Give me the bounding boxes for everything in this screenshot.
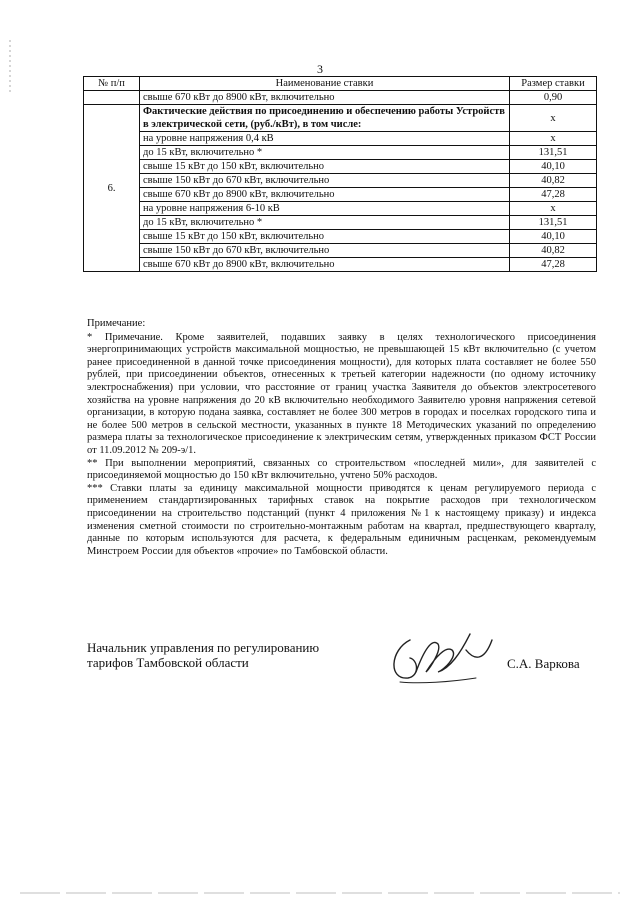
table-row <box>84 146 597 160</box>
row-value-cell: 40,82 <box>510 244 597 258</box>
row-name-cell: свыше 670 кВт до 8900 кВт, включительно <box>140 258 510 272</box>
table-row <box>84 174 597 188</box>
row-name-cell: на уровне напряжения 0,4 кВ <box>140 132 510 146</box>
signatory-name: С.А. Варкова <box>507 656 580 671</box>
table-row <box>84 230 597 244</box>
row-name-cell: Фактические действия по присоединению и обеспечению работы Устройств в электрической сети, (руб./кВт), в том числе: <box>140 105 510 132</box>
table-row <box>84 202 597 216</box>
row-number-cell <box>84 91 140 105</box>
table-row <box>84 132 597 146</box>
row-value-cell: 40,82 <box>510 174 597 188</box>
row-name-cell: свыше 15 кВт до 150 кВт, включительно <box>140 230 510 244</box>
notes-title: Примечание: <box>87 318 146 329</box>
row-name-cell: свыше 670 кВт до 8900 кВт, включительно <box>140 188 510 202</box>
row-name-cell: свыше 15 кВт до 150 кВт, включительно <box>140 160 510 174</box>
row-value-cell: 131,51 <box>510 146 597 160</box>
row-value-cell: x <box>510 105 597 132</box>
handwritten-signature-icon <box>380 620 500 690</box>
row-name-cell: на уровне напряжения 6-10 кВ <box>140 202 510 216</box>
row-name-cell: свыше 150 кВт до 670 кВт, включительно <box>140 174 510 188</box>
row-value-cell: x <box>510 132 597 146</box>
header-rate-size: Размер ставки <box>510 77 597 91</box>
signatory-title <box>87 640 319 670</box>
table-row <box>84 188 597 202</box>
row-value-cell: 131,51 <box>510 216 597 230</box>
row-value-cell: 40,10 <box>510 230 597 244</box>
signatory-title-line-2: тарифов Тамбовской области <box>87 655 249 670</box>
row-value-cell: 47,28 <box>510 258 597 272</box>
row-name-cell: свыше 150 кВт до 670 кВт, включительно <box>140 244 510 258</box>
signatory-title-line-1: Начальник управления по регулированию <box>87 640 320 655</box>
header-rate-name: Наименование ставки <box>140 77 510 91</box>
row-value-cell: 0,90 <box>510 91 597 105</box>
row-value-cell: x <box>510 202 597 216</box>
table-row <box>84 244 597 258</box>
rates-table <box>83 76 597 272</box>
row-value-cell: 40,10 <box>510 160 597 174</box>
header-number: № п/п <box>84 77 140 91</box>
note-paragraph-2: ** При выполнении мероприятий, связанных со строительством «последней мили», для заявителей с присоединяемой мощностью до 150 кВт включительно, учтено 50% расходов. <box>87 457 596 482</box>
table-row <box>84 160 597 174</box>
table-row <box>84 258 597 272</box>
page-number: 3 <box>317 62 323 76</box>
note-paragraph-1: * Примечание. Кроме заявителей, подавших заявку в целях технологического присоединения энергопринимающих устройств максимальной мощностью, не превышающей 15 кВт включительно (с учетом ранее присоединенной в данной точке присоединения мощности), для которых плата составляет не более 550 рублей, при присоединении объектов, отнесенных к третьей категории надежности (по одному источнику электроснабжения) при условии, что расстояние от границ участка Заявителя до объектов электросетевого хозяйства на уровне напряжения до 20 кВ включительно необходимого Заявителю уровня напряжения сетевой организации, в которую подана заявка, составляет не более 300 метров в городах и поселках городского типа и не более 500 метров в сельской местности, указанных в пункте 18 Методических указаний по определению размера платы за технологическое присоединение к электрическим сетям, утвержденных приказом ФСТ России от 11.09.2012 № 209-э/1. <box>87 331 596 456</box>
table-header-row <box>84 77 597 91</box>
table-row <box>84 91 597 105</box>
row-name-cell: свыше 670 кВт до 8900 кВт, включительно <box>140 91 510 105</box>
row-value-cell: 47,28 <box>510 188 597 202</box>
row-name-cell: до 15 кВт, включительно * <box>140 146 510 160</box>
note-paragraph-3: *** Ставки платы за единицу максимальной мощности приводятся к ценам регулируемого периода с применением стандартизированных тарифных ставок на покрытие расходов при технологическом присоединении на строительство подстанций (пункт 4 приложения №1 к настоящему приказу) и индекса изменения сметной стоимости по строительно-монтажным работам на квартал, предшествующего кварталу, данные по которым используются для расчета, к федеральным единичным расценкам, рекомендуемым Минстроем России для объектов «прочие» по Тамбовской области. <box>87 482 596 557</box>
notes-section <box>87 318 596 558</box>
table-row <box>84 216 597 230</box>
table-row <box>84 105 597 132</box>
row-number-cell: 6. <box>84 105 140 272</box>
row-name-cell: до 15 кВт, включительно * <box>140 216 510 230</box>
